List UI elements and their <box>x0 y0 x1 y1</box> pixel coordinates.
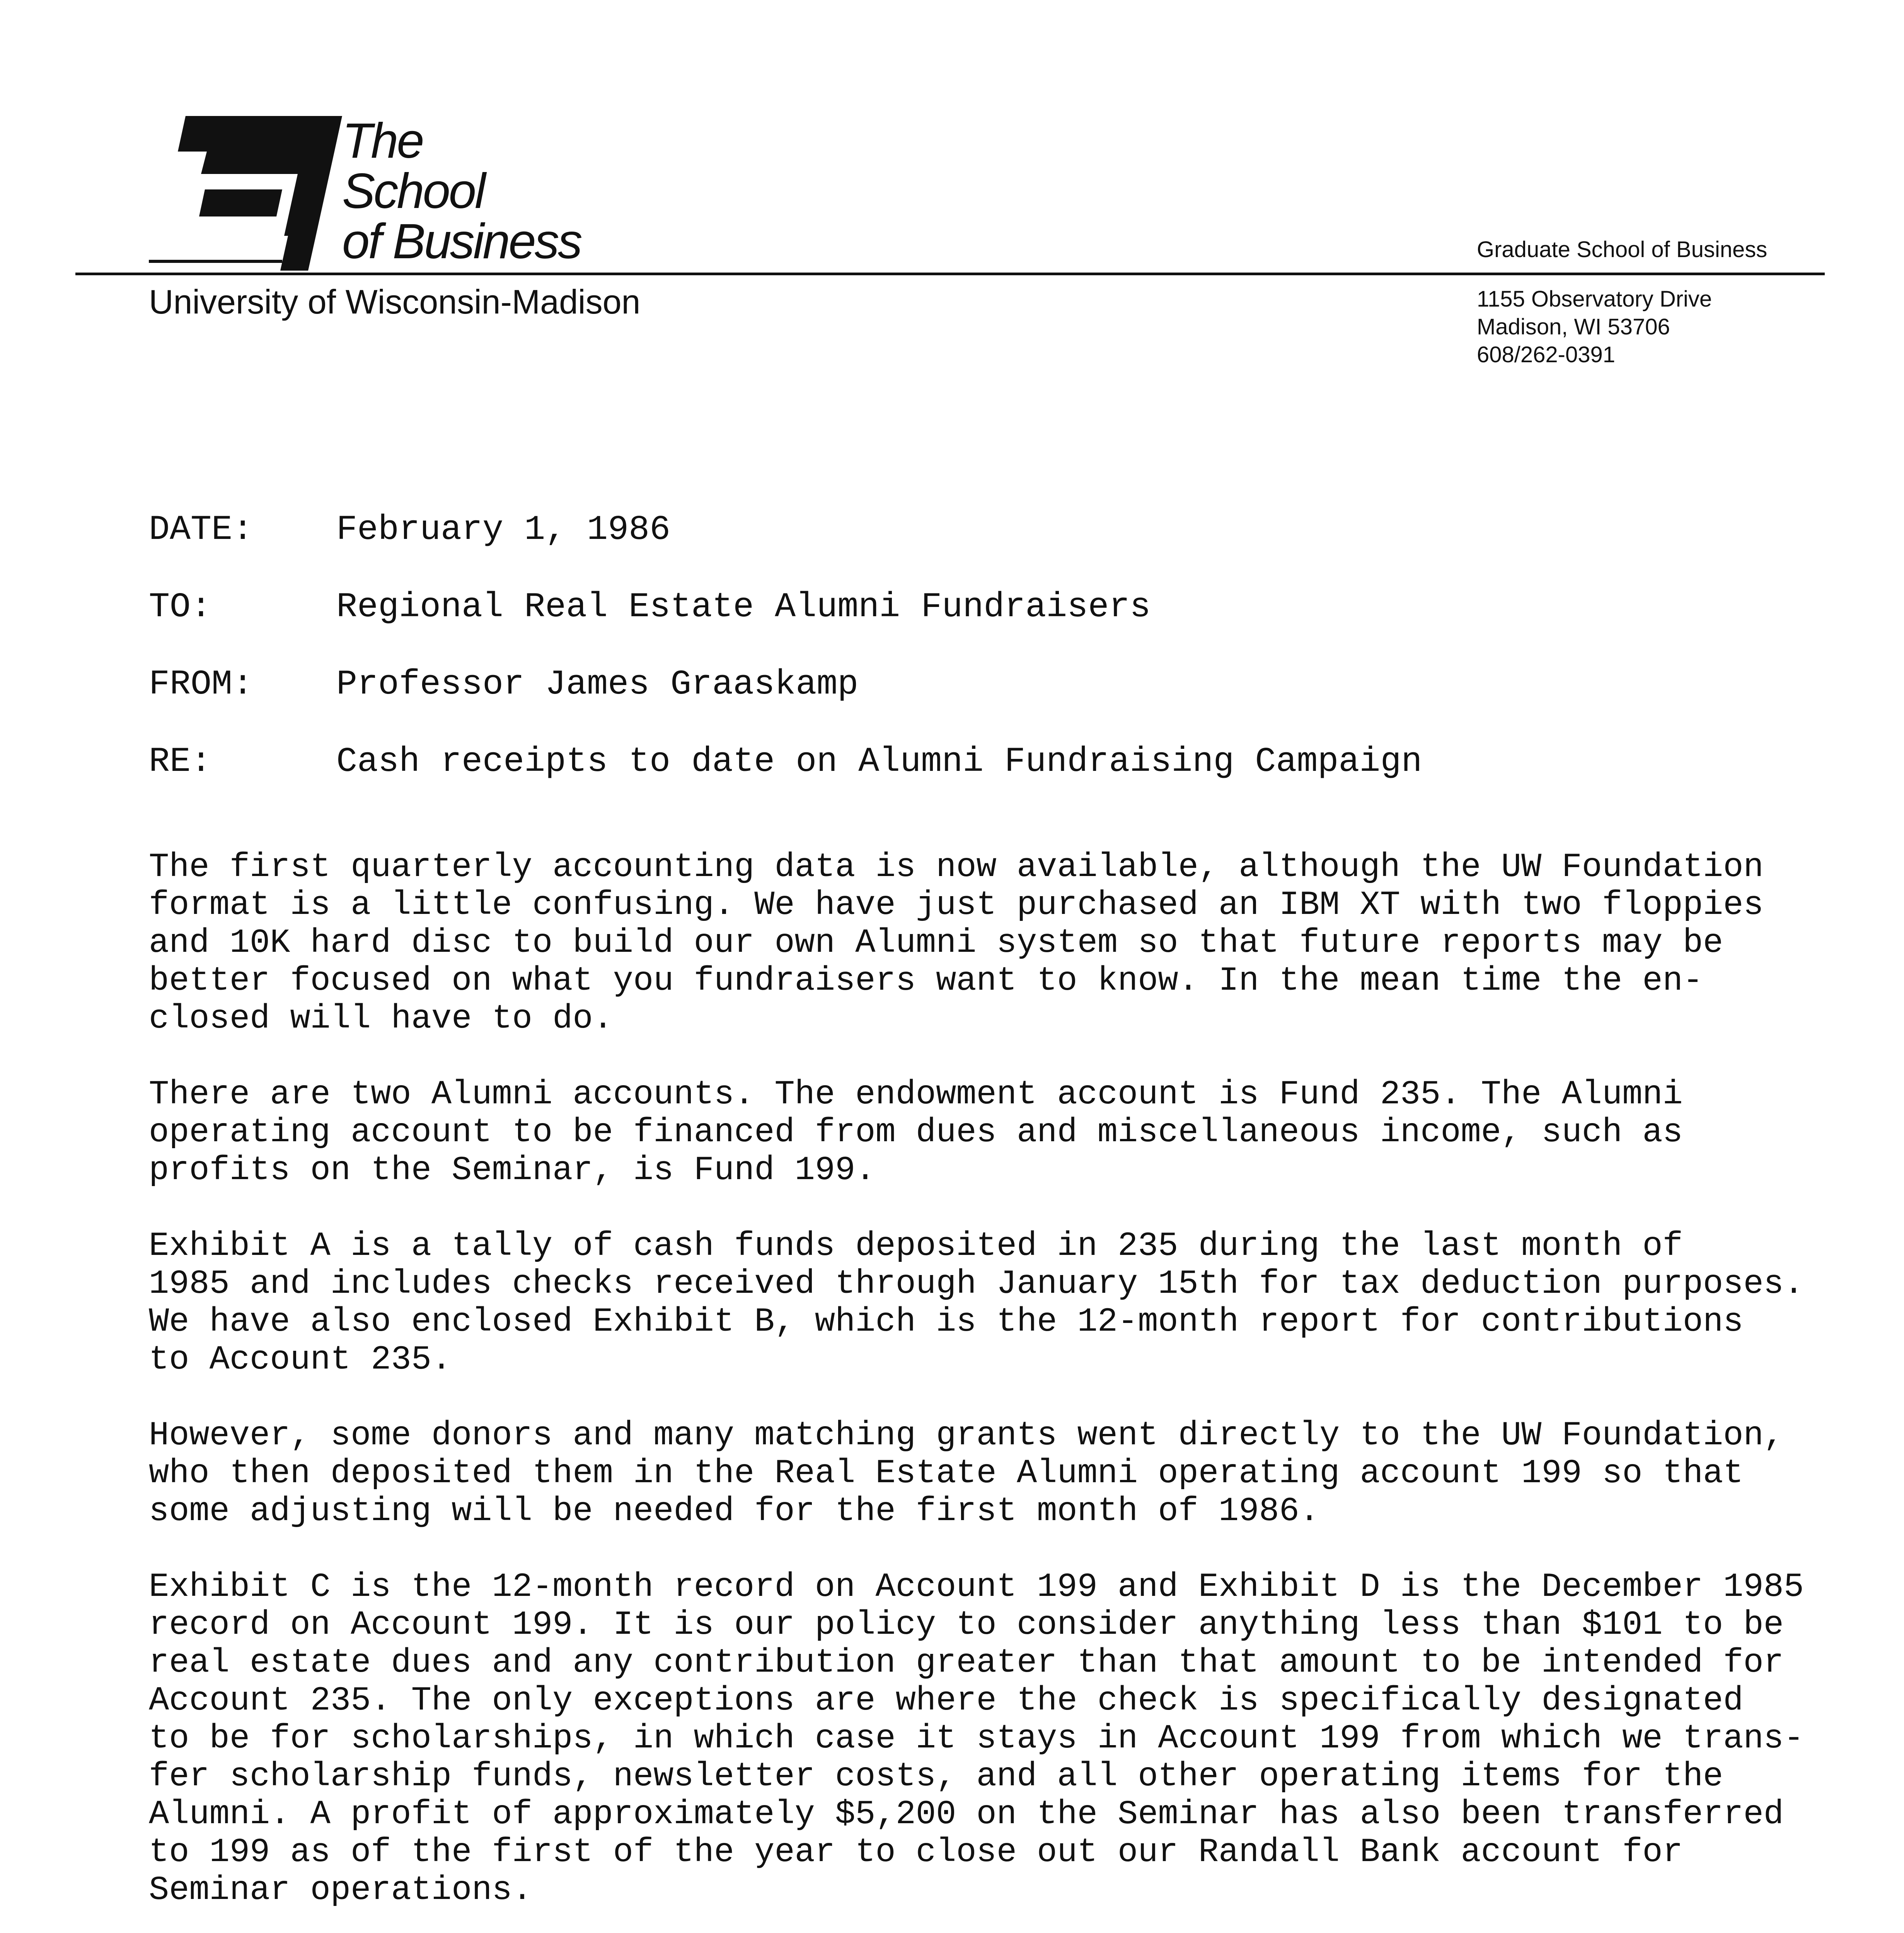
logo-line-school: School <box>342 164 484 219</box>
address-block <box>1477 285 1712 369</box>
address-phone: 608/262-0391 <box>1477 342 1615 367</box>
body-line: to Account 235. <box>149 1341 452 1379</box>
body-line: The first quarterly accounting data is now available, although the UW Foundation <box>149 849 1764 886</box>
body-line: operating account to be financed from dues and miscellaneous income, such as <box>149 1114 1683 1152</box>
body-line: some adjusting will be needed for the first month of 1986. <box>149 1493 1320 1531</box>
to-value: Regional Real Estate Alumni Fundraisers <box>336 588 1151 627</box>
body-line: Account 235. The only exceptions are where the check is specifically designated <box>149 1682 1744 1720</box>
body-line: format is a little confusing. We have just purchased an IBM XT with two floppies <box>149 886 1764 924</box>
body-line: better focused on what you fundraisers want to know. In the mean time the en- <box>149 962 1703 1000</box>
paragraph <box>149 849 1773 1038</box>
body-line: closed will have to do. <box>149 1000 613 1038</box>
from-label: FROM: <box>149 665 254 704</box>
re-value: Cash receipts to date on Alumni Fundraising Campaign <box>336 742 1422 782</box>
body-line: There are two Alumni accounts. The endowment account is Fund 235. The Alumni <box>149 1076 1683 1114</box>
school-of-business-logo <box>149 113 651 271</box>
b-mark-icon <box>149 116 350 271</box>
logo-wordmark <box>342 113 581 269</box>
paragraph <box>149 1076 1773 1190</box>
re-label: RE: <box>149 742 212 782</box>
body-line: profits on the Seminar, is Fund 199. <box>149 1152 876 1190</box>
body-line: record on Account 199. It is our policy to consider anything less than $101 to be <box>149 1606 1784 1644</box>
body-line: Seminar operations. <box>149 1872 532 1909</box>
address-street: 1155 Observatory Drive <box>1477 286 1712 312</box>
logo-line-of-business: of Business <box>342 214 581 269</box>
date-label: DATE: <box>149 510 254 550</box>
body-line: fer scholarship funds, newsletter costs, and all other operating items for the <box>149 1758 1723 1796</box>
paragraph <box>149 1417 1784 1531</box>
from-value: Professor James Graaskamp <box>336 665 859 704</box>
body-line: Exhibit C is the 12-month record on Account 199 and Exhibit D is the December 1985 <box>149 1568 1804 1606</box>
body-line: We have also enclosed Exhibit B, which is the 12-month report for contributions <box>149 1303 1744 1341</box>
paragraph <box>149 1227 1804 1379</box>
address-city: Madison, WI 53706 <box>1477 314 1670 339</box>
body-line: Alumni. A profit of approximately $5,200 on the Seminar has also been transferred <box>149 1796 1784 1834</box>
university-name: University of Wisconsin-Madison <box>149 283 641 321</box>
letterhead-rule <box>75 273 1825 275</box>
body-line: real estate dues and any contribution greater than that amount to be intended for <box>149 1644 1784 1682</box>
to-label: TO: <box>149 588 212 627</box>
date-value: February 1, 1986 <box>336 510 671 550</box>
body-line: and 10K hard disc to build our own Alumni system so that future reports may be <box>149 924 1723 962</box>
logo-line-the: The <box>342 113 423 169</box>
body-line: 1985 and includes checks received through January 15th for tax deduction purposes. <box>149 1265 1804 1303</box>
body-line: to be for scholarships, in which case it stays in Account 199 from which we trans- <box>149 1720 1804 1758</box>
memo-body <box>149 849 1804 1933</box>
body-line: who then deposited them in the Real Estate Alumni operating account 199 so that <box>149 1455 1744 1493</box>
body-line: Exhibit A is a tally of cash funds deposited in 235 during the last month of <box>149 1227 1683 1265</box>
body-line: However, some donors and many matching grants went directly to the UW Foundation, <box>149 1417 1784 1455</box>
department-name: Graduate School of Business <box>1477 237 1768 262</box>
body-line: to 199 as of the first of the year to close out our Randall Bank account for <box>149 1834 1683 1872</box>
paragraph <box>149 1568 1804 1909</box>
